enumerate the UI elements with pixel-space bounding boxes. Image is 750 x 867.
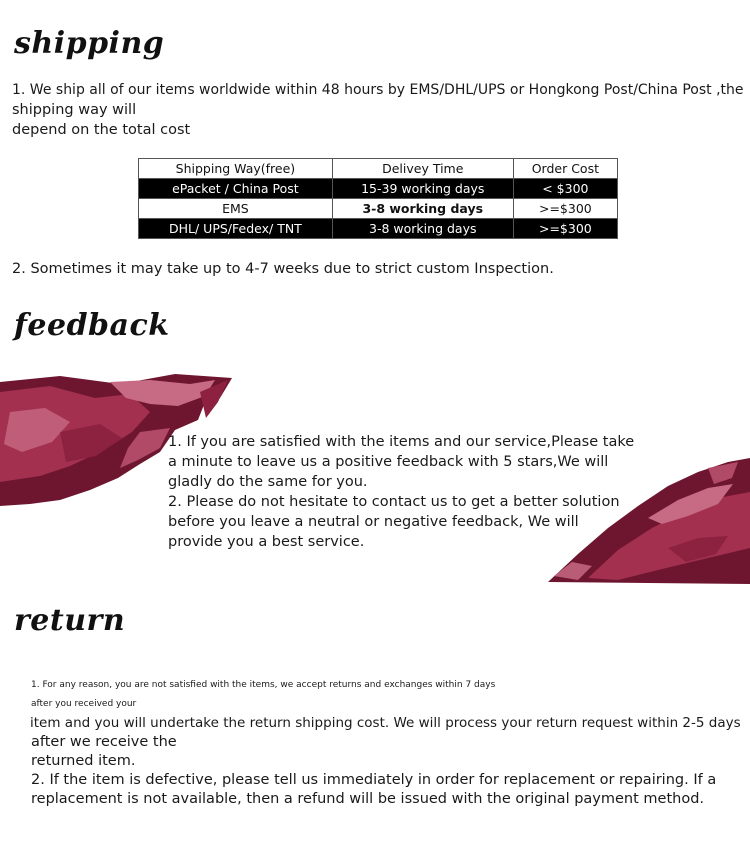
return-line: item and you will undertake the return shipping cost. We will process your return request within 2-5 days xyxy=(30,715,741,731)
cell-shipping-way: ePacket / China Post xyxy=(139,179,333,199)
cell-order-cost: >=$300 xyxy=(513,199,617,219)
table-row xyxy=(139,179,618,199)
feedback-line: 1. If you are satisfied with the items and our service,Please take xyxy=(168,434,635,450)
return-text xyxy=(31,676,741,809)
shipping-intro xyxy=(12,80,744,140)
return-line: after you received your xyxy=(31,699,137,709)
return-line: replacement is not available, then a refund will be issued with the original payment method. xyxy=(31,791,705,807)
cell-delivery-time: 3-8 working days xyxy=(332,219,513,239)
cell-shipping-way: DHL/ UPS/Fedex/ TNT xyxy=(139,219,333,239)
shipping-note-line: 2. Sometimes it may take up to 4-7 weeks due to strict custom Inspection. xyxy=(12,261,554,277)
col-header-shipping-way: Shipping Way(free) xyxy=(139,159,333,179)
cell-order-cost: < $300 xyxy=(513,179,617,199)
return-line: after we receive the xyxy=(31,734,177,750)
cell-order-cost: >=$300 xyxy=(513,219,617,239)
petal-right-decoration xyxy=(548,458,750,586)
table-row xyxy=(139,199,618,219)
shipping-table-header xyxy=(139,159,618,179)
return-line: 1. For any reason, you are not satisfied with the items, we accept returns and exchanges within 7 days xyxy=(31,680,496,690)
feedback-heading: feedback xyxy=(14,308,170,343)
feedback-line: provide you a best service. xyxy=(168,534,365,550)
shipping-intro-line: depend on the total cost xyxy=(12,122,191,138)
shipping-table xyxy=(138,158,618,239)
table-row xyxy=(139,219,618,239)
shipping-note xyxy=(12,259,554,279)
cell-shipping-way: EMS xyxy=(139,199,333,219)
return-line: 2. If the item is defective, please tell us immediately in order for replacement or repairing. If a xyxy=(31,772,717,788)
shipping-heading: shipping xyxy=(14,26,165,61)
feedback-line: 2. Please do not hesitate to contact us to get a better solution xyxy=(168,494,620,510)
cell-delivery-time: 15-39 working days xyxy=(332,179,513,199)
shipping-intro-line: shipping way will xyxy=(12,102,137,118)
feedback-line: before you leave a neutral or negative feedback, We will xyxy=(168,514,579,530)
feedback-line: a minute to leave us a positive feedback with 5 stars,We will xyxy=(168,454,609,470)
cell-delivery-time: 3-8 working days xyxy=(332,199,513,219)
feedback-line: gladly do the same for you. xyxy=(168,474,368,490)
col-header-order-cost: Order Cost xyxy=(513,159,617,179)
col-header-delivery-time: Delivey Time xyxy=(332,159,513,179)
shipping-intro-line: 1. We ship all of our items worldwide within 48 hours by EMS/DHL/UPS or Hongkong Post/China Post ,the xyxy=(12,82,744,98)
return-line: returned item. xyxy=(31,753,136,769)
return-heading: return xyxy=(14,603,126,638)
